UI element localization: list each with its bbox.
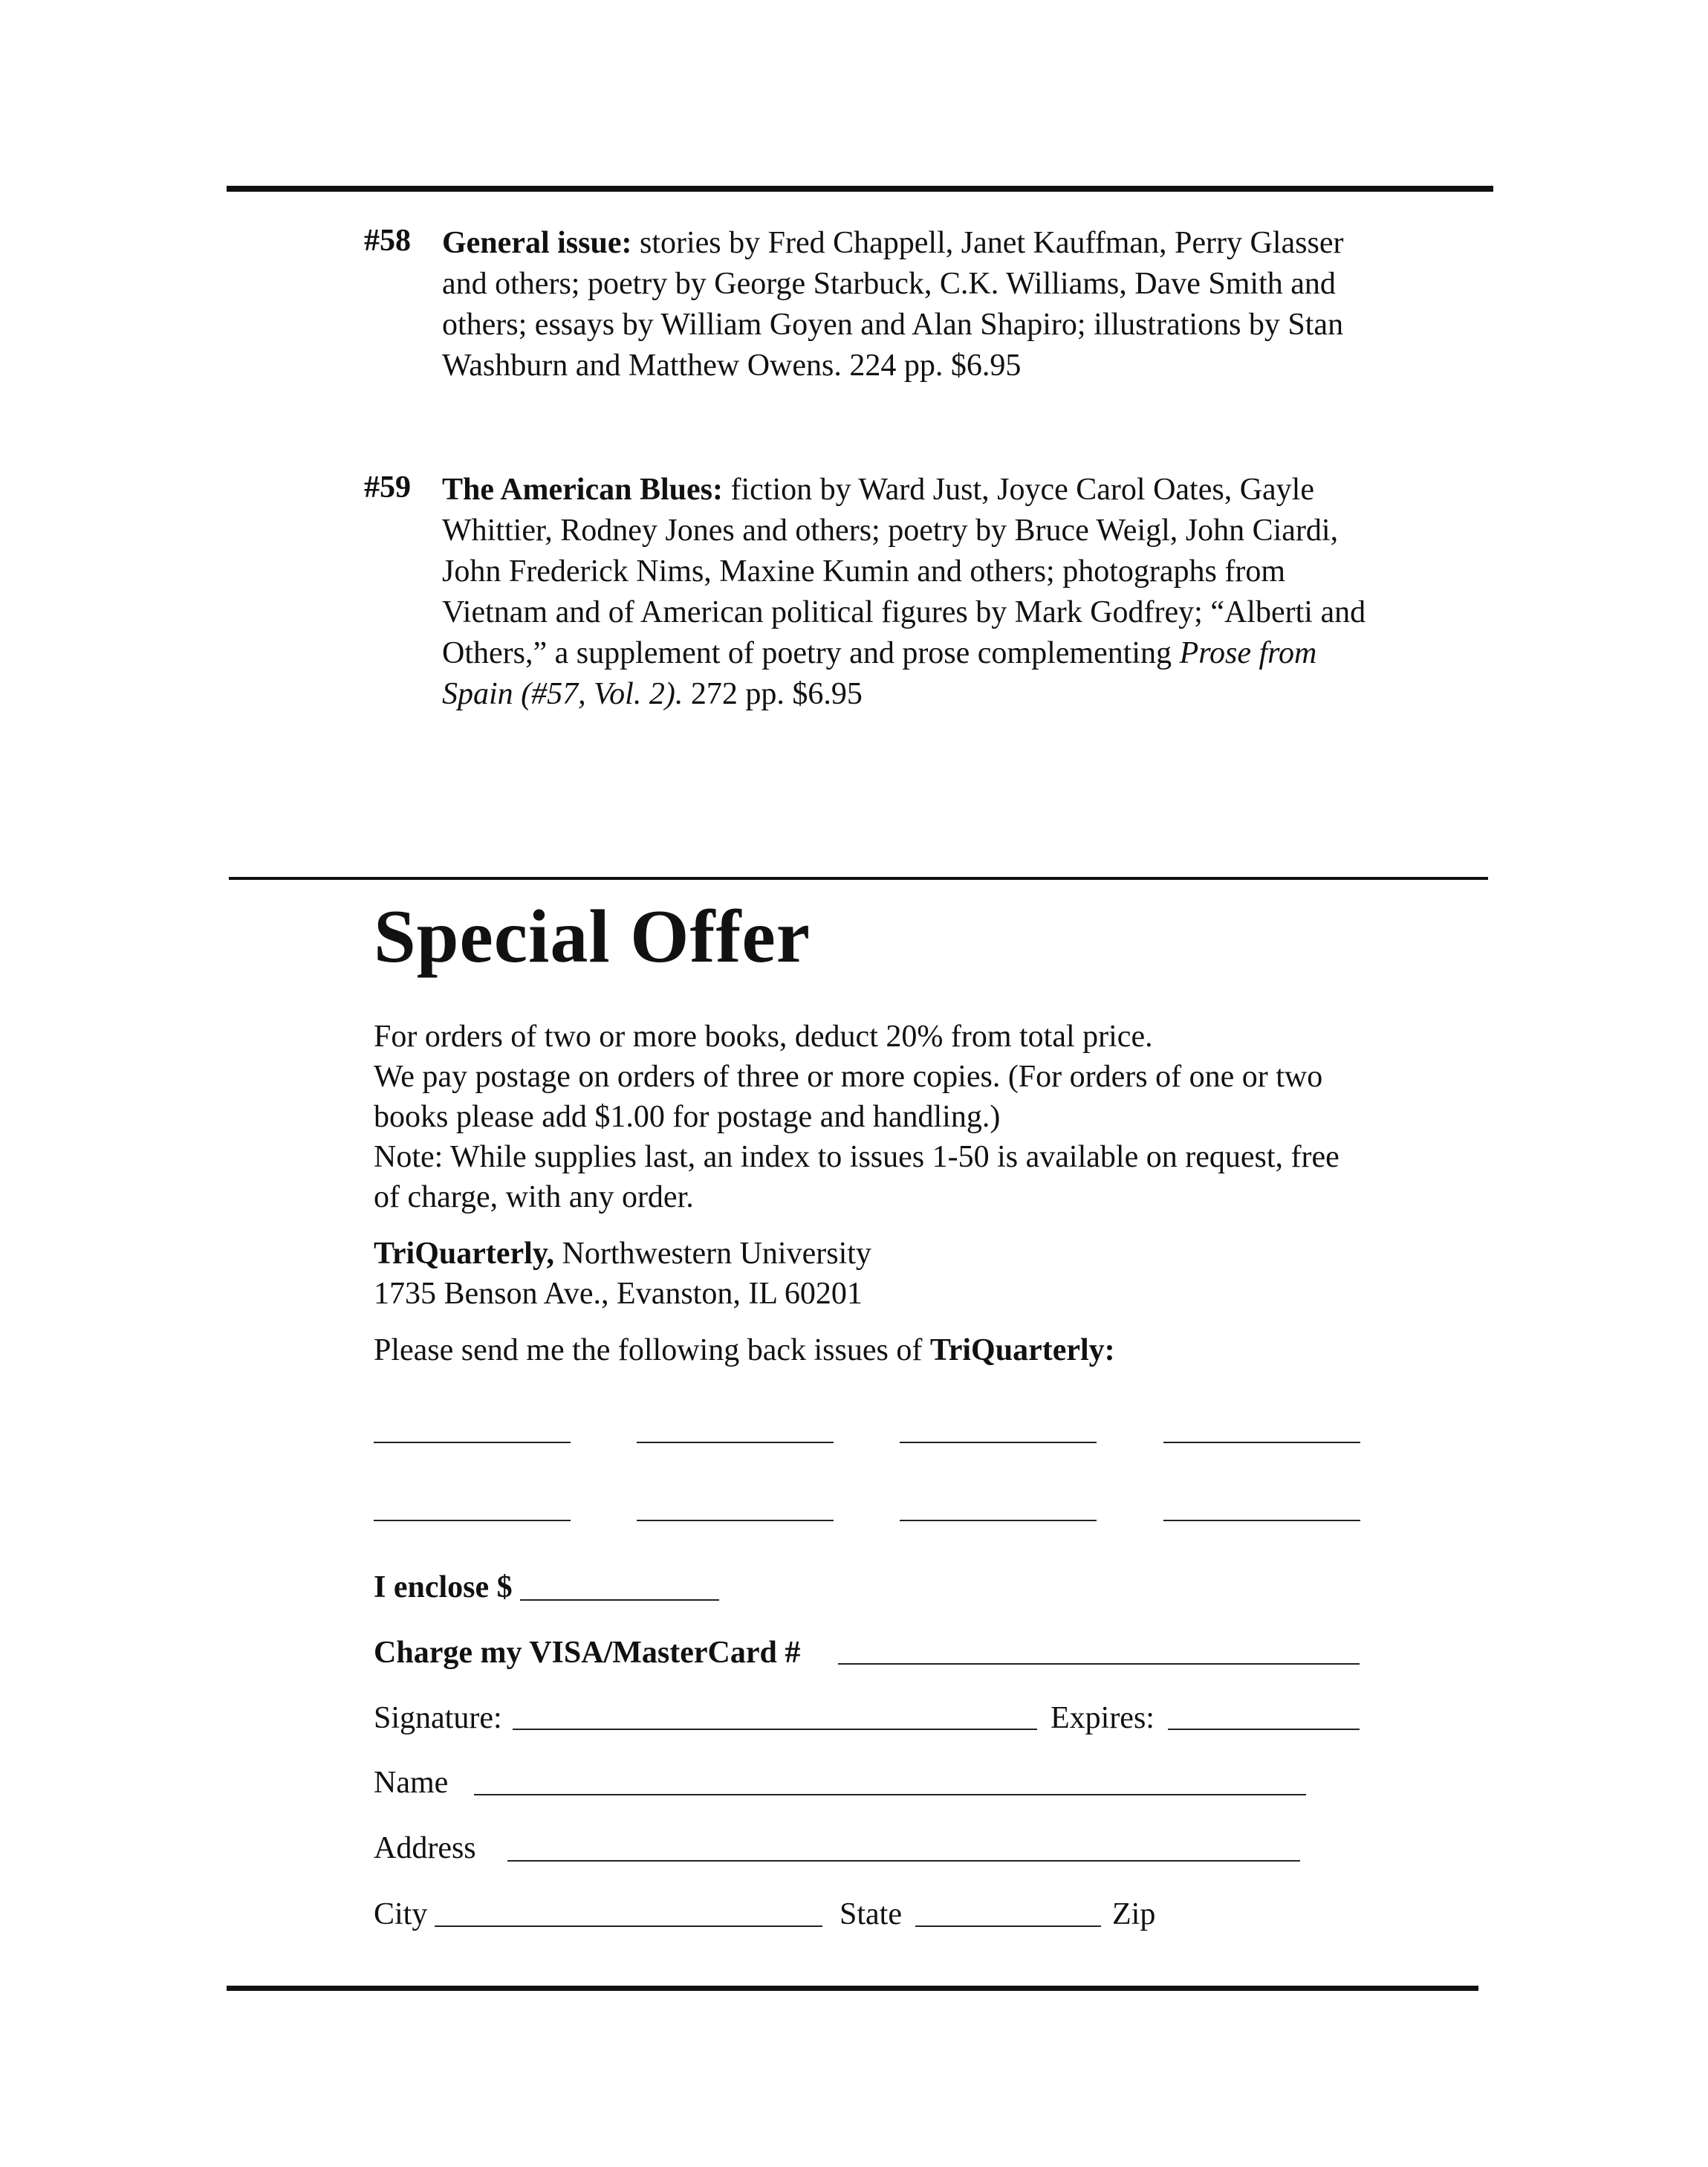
name-label: Name [374,1766,449,1800]
request-text: Please send me the following back issues of [374,1333,923,1367]
zip-label: Zip [1112,1897,1156,1931]
enclose-label: I enclose $ [374,1570,513,1604]
issue-blank-field[interactable] [1163,1520,1360,1521]
issue-title: The American Blues: [442,473,723,507]
issue-blank-field[interactable] [637,1520,834,1521]
publisher-address [374,1234,1414,1314]
issue-number: #59 [364,470,411,505]
issue-blank-field[interactable] [374,1520,571,1521]
card-number-field[interactable] [838,1663,1360,1665]
city-field[interactable] [435,1925,822,1927]
back-issue-request [374,1330,1414,1370]
enclose-amount-field[interactable] [520,1599,719,1601]
state-label: State [840,1897,902,1931]
issue-blank-field[interactable] [900,1442,1097,1443]
publisher-org: Northwestern University [562,1237,871,1271]
offer-terms [374,1017,1369,1217]
street-address: 1735 Benson Ave., Evanston, IL 60201 [374,1277,863,1311]
charge-label: Charge my VISA/MasterCard # [374,1636,801,1670]
expires-field[interactable] [1168,1729,1360,1730]
issue-reference: Prose from Spain [442,636,1317,711]
name-field[interactable] [474,1794,1306,1795]
middle-rule [229,877,1488,880]
issue-blank-field[interactable] [374,1442,571,1443]
offer-postage-text: We pay postage on orders of three or more copies. (For orders of one or two books please add $1.00 for postage and handling.) [374,1060,1323,1134]
expires-label: Expires: [1051,1701,1155,1735]
issue-blank-field[interactable] [637,1442,834,1443]
issue-description [442,223,1371,386]
issue-text: fiction by Ward Just, Joyce Carol Oates, Gayle Whittier, Rodney Jones and others; poetry by Bruce Weigl, John Ciardi, John Frederick Nims, Maxine Kumin and others; photographs from Vietnam and of American political figures by Mark Godfrey; “Alberti and Others,” a supplement of poetry and prose complementing [442,473,1366,670]
issue-reference-detail: (#57, Vol. 2). [521,677,683,711]
offer-index-note: Note: While supplies last, an index to issues 1-50 is available on request, free of charge, with any order. [374,1140,1340,1214]
address-field[interactable] [507,1860,1300,1862]
issue-title: General issue: [442,226,632,260]
issue-blank-field[interactable] [1163,1442,1360,1443]
issue-pages-price: 272 pp. $6.95 [690,677,863,711]
issue-description [442,470,1371,715]
signature-field[interactable] [513,1729,1037,1730]
offer-discount-text: For orders of two or more books, deduct 20% from total price. [374,1020,1153,1054]
issue-text: stories by Fred Chappell, Janet Kauffman, Perry Glasser and others; poetry by George Starbuck, C.K. Williams, Dave Smith and others; essays by William Goyen and Alan Shapiro; illustrations by Stan Washburn and Matthew Owens. 224 pp. $6.95 [442,226,1344,383]
issue-blank-field[interactable] [900,1520,1097,1521]
city-label: City [374,1897,428,1931]
publisher-name: TriQuarterly, [374,1237,554,1271]
special-offer-heading: Special Offer [374,895,811,979]
bottom-rule [227,1986,1478,1991]
issue-number: #58 [364,224,411,258]
address-label: Address [374,1831,476,1865]
magazine-name: TriQuarterly: [929,1333,1115,1367]
signature-label: Signature: [374,1701,502,1735]
state-field[interactable] [915,1925,1101,1927]
top-rule [227,186,1493,192]
